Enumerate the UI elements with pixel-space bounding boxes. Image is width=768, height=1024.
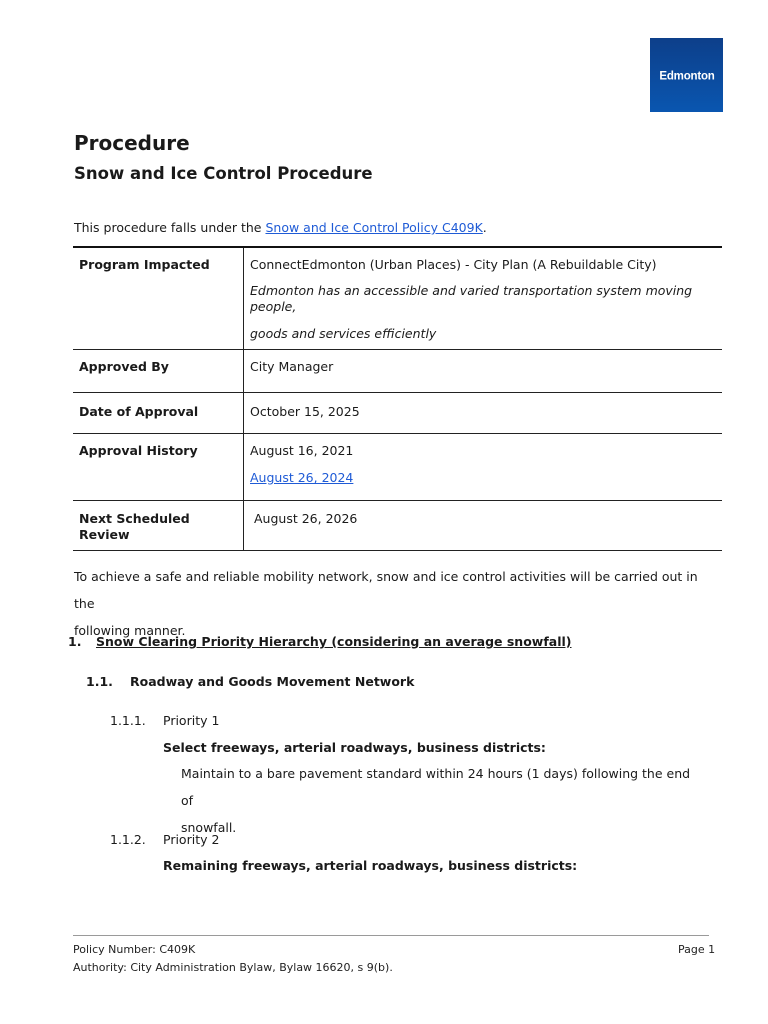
page-title: Procedure	[74, 131, 190, 155]
next-review-label: Next Scheduled Review	[79, 511, 190, 542]
value-cell	[244, 501, 723, 551]
label-cell	[73, 434, 244, 501]
table-row	[73, 247, 722, 350]
section-title: Priority 2	[163, 832, 220, 847]
intro-paragraph	[74, 563, 714, 644]
svg-text:Edmonton: Edmonton	[658, 70, 715, 83]
value-cell	[244, 350, 723, 393]
policy-link[interactable]: Snow and Ice Control Policy C409K	[265, 220, 483, 235]
approval-history-link[interactable]: August 26, 2024	[250, 470, 354, 485]
priority-2-scope: Remaining freeways, arterial roadways, business districts:	[163, 858, 578, 873]
program-impacted-note-1: Edmonton has an accessible and varied transportation system moving people,	[250, 283, 693, 314]
approval-history-date-1: August 16, 2021	[250, 443, 354, 458]
program-impacted-label: Program Impacted	[79, 257, 210, 272]
label-cell	[73, 393, 244, 434]
description-line: snowfall.	[181, 820, 237, 835]
label-cell	[73, 501, 244, 551]
label-cell	[73, 247, 244, 350]
table-row	[73, 501, 722, 551]
program-impacted-value: ConnectEdmonton (Urban Places) - City Plan (A Rebuildable City)	[250, 257, 657, 272]
table-row	[73, 434, 722, 501]
intro-suffix: .	[482, 220, 487, 235]
page-subtitle: Snow and Ice Control Procedure	[74, 164, 373, 183]
value-cell	[244, 393, 723, 434]
footer-page-number: Page 1	[678, 943, 716, 956]
city-logo	[650, 38, 723, 112]
section-title: Priority 1	[163, 713, 220, 728]
procedure-info-table	[73, 246, 722, 551]
value-cell	[244, 247, 723, 350]
priority-1-description	[181, 760, 701, 841]
intro-line	[74, 220, 487, 235]
intro-prefix: This procedure falls under the	[74, 220, 266, 235]
next-review-value: August 26, 2026	[254, 511, 358, 526]
section-number: 1.1.	[86, 674, 113, 689]
paragraph-line: To achieve a safe and reliable mobility network, snow and ice control activities will be carried out in the	[74, 569, 698, 611]
approval-history-link-wrap	[250, 470, 716, 486]
section-title: Snow Clearing Priority Hierarchy (considering an average snowfall)	[96, 634, 572, 649]
footer-policy-number: Policy Number: C409K	[73, 943, 196, 956]
footer-authority: Authority: City Administration Bylaw, Bylaw 16620, s 9(b).	[73, 961, 393, 974]
section-number: 1.	[68, 634, 82, 649]
date-of-approval-label: Date of Approval	[79, 404, 199, 419]
label-cell	[73, 350, 244, 393]
table-row	[73, 350, 722, 393]
section-number: 1.1.2.	[110, 832, 146, 847]
program-impacted-note-2: goods and services efficiently	[250, 326, 437, 341]
description-line: Maintain to a bare pavement standard within 24 hours (1 days) following the end of	[181, 766, 691, 808]
value-cell	[244, 434, 723, 501]
table-row	[73, 393, 722, 434]
edmonton-wordmark	[656, 65, 718, 85]
paragraph-line: following manner.	[74, 623, 186, 638]
priority-1-scope: Select freeways, arterial roadways, business districts:	[163, 740, 546, 755]
footer-divider	[73, 935, 709, 936]
section-number: 1.1.1.	[110, 713, 146, 728]
approved-by-label: Approved By	[79, 359, 169, 374]
section-title: Roadway and Goods Movement Network	[130, 674, 415, 689]
approval-history-label: Approval History	[79, 443, 198, 458]
date-of-approval-value: October 15, 2025	[250, 404, 360, 419]
approved-by-value: City Manager	[250, 359, 334, 374]
